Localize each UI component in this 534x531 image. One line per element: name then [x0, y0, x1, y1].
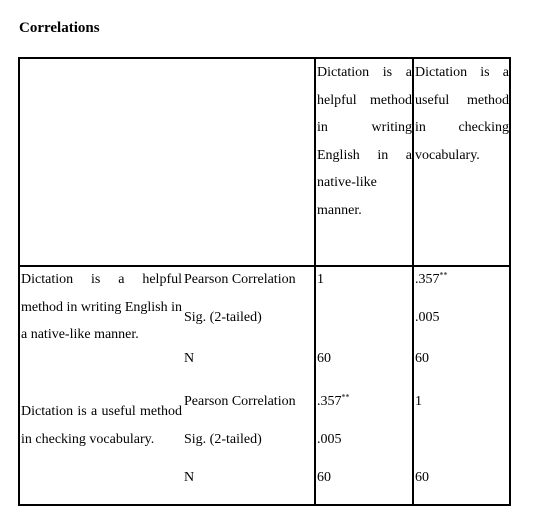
cell-value: 1: [415, 394, 422, 409]
stat-label-sig: Sig. (2-tailed): [184, 432, 262, 447]
cell-value: 60: [415, 351, 429, 366]
column-header-helpful: Dictation is a helpful method in writing English in a native-like manner.: [317, 65, 412, 218]
table-title: Correlations: [19, 20, 100, 36]
cell-value: .357**: [415, 270, 448, 287]
column-divider-2: [412, 59, 414, 504]
row-label-helpful: Dictation is a helpful method in writing English in a native-like manner.: [21, 272, 182, 342]
cell-value: 1: [317, 272, 324, 287]
cell-value: .005: [317, 432, 342, 447]
cell-value: 60: [415, 470, 429, 485]
stat-label-pearson: Pearson Correlation: [184, 394, 296, 409]
column-divider-1: [314, 59, 316, 504]
stat-label-pearson: Pearson Correlation: [184, 272, 296, 287]
stat-label-n: N: [184, 470, 195, 485]
cell-value: .005: [415, 310, 440, 325]
stat-label-sig: Sig. (2-tailed): [184, 310, 262, 325]
cell-value: 60: [317, 351, 331, 366]
row-label-useful: Dictation is a useful method in checking vocabulary.: [21, 404, 182, 447]
correlations-table: [18, 57, 511, 506]
cell-value: 60: [317, 470, 331, 485]
stat-label-n: N: [184, 351, 195, 366]
cell-value: .357**: [317, 392, 350, 409]
column-header-useful: Dictation is a useful method in checking vocabulary.: [415, 65, 509, 163]
